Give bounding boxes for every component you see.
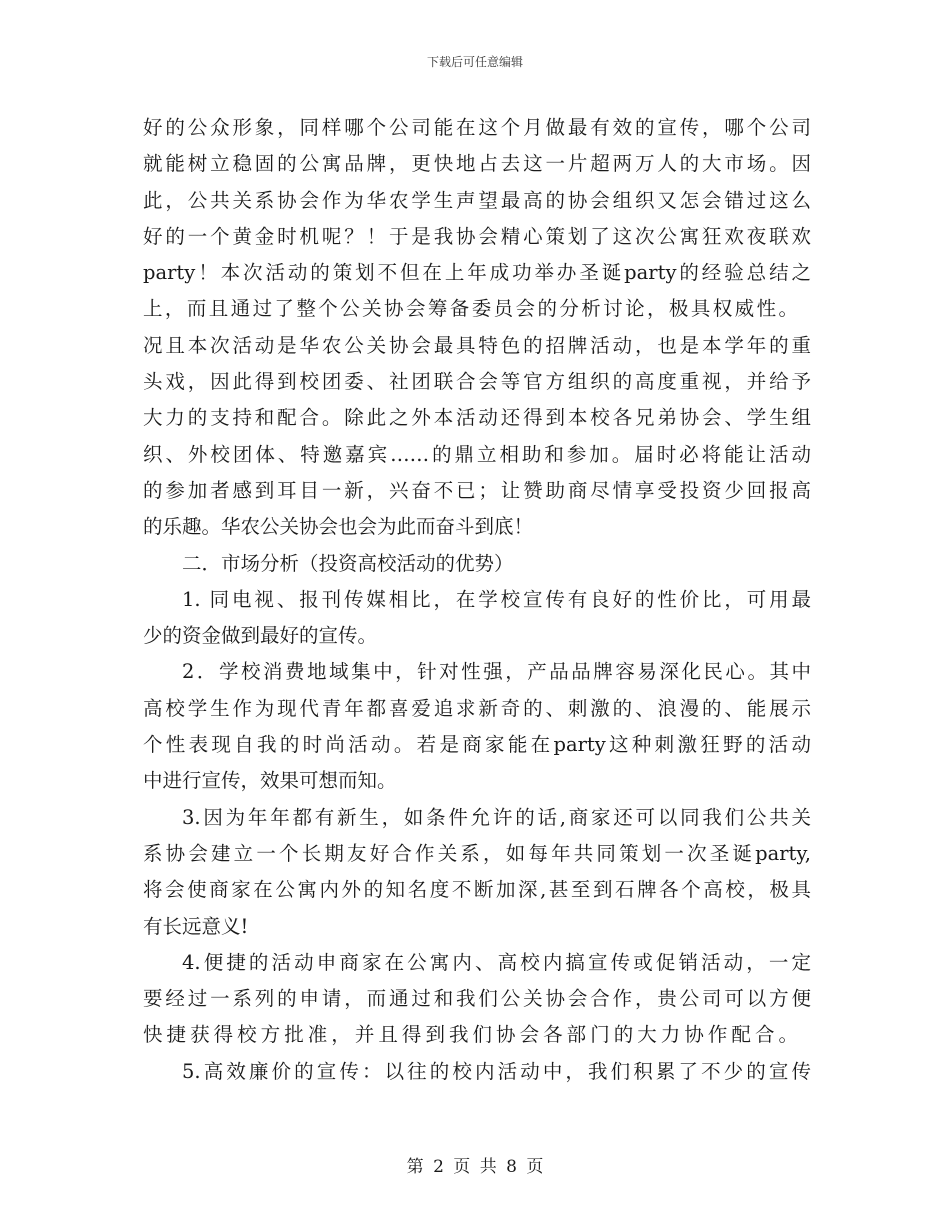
section-heading: 二．市场分析（投资高校活动的优势） — [182, 551, 514, 575]
page-header: 下载后可任意编辑 — [426, 55, 523, 69]
body-line: 头戏，因此得到校团委、社团联合会等官方组织的高度重视，并给予 — [143, 370, 811, 394]
list-item-start: 2．学校消费地域集中，针对性强，产品品牌容易深化民心。其中 — [182, 660, 811, 684]
body-line: 好的一个黄金时机呢？！于是我协会精心策划了这次公寓狂欢夜联欢 — [143, 224, 811, 248]
body-line: 况且本次活动是华农公关协会最具特色的招牌活动，也是本学年的重 — [143, 333, 811, 357]
page-number: 第 2 页 共 8 页 — [406, 1157, 544, 1177]
body-line: 个性表现自我的时尚活动。若是商家能在party这种刺激狂野的活动 — [143, 733, 811, 757]
list-item-start: 3.因为年年都有新生，如条件允许的话,商家还可以同我们公共关 — [182, 805, 811, 829]
body-line: 好的公众形象，同样哪个公司能在这个月做最有效的宣传，哪个公司 — [143, 116, 811, 139]
list-item-start: 4.便捷的活动申商家在公寓内、高校内搞宣传或促销活动，一定 — [182, 950, 811, 974]
body-line: 织、外校团体、特邀嘉宾……的鼎立相助和参加。届时必将能让活动 — [143, 442, 811, 466]
body-line: party！本次活动的策划不但在上年成功举办圣诞party的经验总结之 — [143, 261, 811, 285]
body-line: 此，公共关系协会作为华农学生声望最高的协会组织又怎会错过这么 — [143, 188, 811, 212]
body-line: 快捷获得校方批准，并且得到我们协会各部门的大力协作配合。 — [143, 1023, 798, 1047]
body-line: 高校学生作为现代青年都喜爱追求新奇的、刺激的、浪漫的、能展示 — [143, 696, 811, 720]
body-line: 系协会建立一个长期友好合作关系，如每年共同策划一次圣诞party, — [143, 841, 811, 865]
body-line: 就能树立稳固的公寓品牌，更快地占去这一片超两万人的大市场。因 — [143, 152, 811, 176]
list-item-start: 1. 同电视、报刊传媒相比，在学校宣传有良好的性价比，可用最 — [182, 587, 811, 611]
body-line: 将会使商家在公寓内外的知名度不断加深,甚至到石牌各个高校，极具 — [143, 878, 811, 902]
document-body — [143, 110, 811, 1090]
body-line: 要经过一系列的申请，而通过和我们公关协会合作，贵公司可以方便 — [143, 987, 811, 1011]
body-line: 上，而且通过了整个公关协会筹备委员会的分析讨论，极具权威性。 — [143, 297, 798, 321]
body-line: 中进行宣传，效果可想而知。 — [143, 769, 397, 793]
body-line: 的参加者感到耳目一新，兴奋不已；让赞助商尽情享受投资少回报高 — [143, 478, 811, 502]
body-line: 大力的支持和配合。除此之外本活动还得到本校各兄弟协会、学生组 — [143, 406, 811, 430]
list-item-start: 5.高效廉价的宣传：以往的校内活动中，我们积累了不少的宣传 — [182, 1059, 811, 1083]
body-line: 有长远意义! — [143, 914, 249, 938]
body-line: 的乐趣。华农公关协会也会为此而奋斗到底！ — [143, 515, 534, 539]
body-line: 少的资金做到最好的宣传。 — [143, 624, 378, 648]
